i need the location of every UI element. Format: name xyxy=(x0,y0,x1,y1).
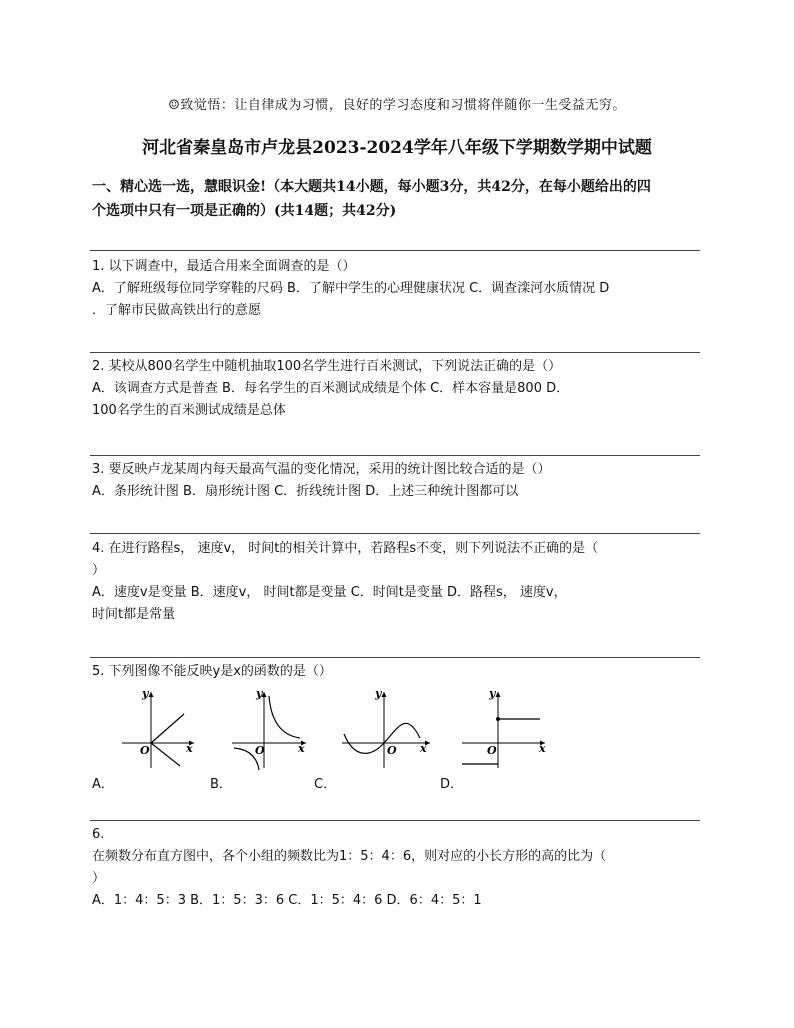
question-number: 6. xyxy=(92,827,105,842)
question-options: A．速度v是变量 B．速度v， 时间t都是变量 C．时间t是变量 D．路程s， 速度v， xyxy=(92,585,567,600)
option-c-label: C． xyxy=(314,777,337,792)
axis-label: y xyxy=(142,687,149,700)
graph-b xyxy=(228,686,310,771)
option-d-label: D． xyxy=(440,777,464,792)
divider xyxy=(90,657,700,658)
question-options: ．了解市民做高铁出行的意愿 xyxy=(92,303,262,318)
origin-label: O xyxy=(487,744,497,757)
origin-label: O xyxy=(255,744,265,757)
axis-label: y xyxy=(256,687,263,700)
origin-label: O xyxy=(140,744,150,757)
option-b-label: B． xyxy=(210,777,232,792)
motto: ☺致觉悟：让自律成为习惯，良好的学习态度和习惯将伴随你一生受益无穷。 xyxy=(168,98,626,113)
origin-label: O xyxy=(387,744,397,757)
question-options: A．了解班级每位同学穿鞋的尺码 B．了解中学生的心理健康状况 C．调查滦河水质情况 D xyxy=(92,281,610,296)
section-line: 个选项中只有一项是正确的）(共14题；共42分) xyxy=(92,203,397,219)
divider xyxy=(90,455,700,456)
question-6 xyxy=(92,824,704,912)
question-stem: 在频数分布直方图中，各个小组的频数比为1：5：4：6，则对应的小长方形的高的比为（ xyxy=(92,849,607,864)
divider xyxy=(90,533,700,534)
question-options: A．1：4：5：3 B．1：5：3：6 C．1：5：4：6 D．6：4：5：1 xyxy=(92,893,482,908)
question-4 xyxy=(92,538,704,626)
question-stem: 1. 以下调查中，最适合用来全面调查的是（） xyxy=(92,259,356,274)
page-title: 河北省秦皇岛市卢龙县2023-2024学年八年级下学期数学期中试题 xyxy=(142,138,652,158)
question-stem: 5. 下列图像不能反映y是x的函数的是（） xyxy=(92,664,332,679)
section-line: 一、精心选一选，慧眼识金!（本大题共14小题，每小题3分，共42分，在每小题给出的四 xyxy=(92,179,651,195)
question-3 xyxy=(92,459,704,503)
question-stem: ） xyxy=(92,563,106,578)
question-options: 100名学生的百米测试成绩是总体 xyxy=(92,403,286,418)
question-stem: ） xyxy=(92,871,106,886)
graph-c xyxy=(340,686,435,771)
divider xyxy=(90,820,700,821)
question-1 xyxy=(92,256,704,322)
question-stem: 3. 要反映卢龙某周内每天最高气温的变化情况，采用的统计图比较合适的是（） xyxy=(92,462,551,477)
section-heading xyxy=(92,175,712,223)
divider xyxy=(90,352,700,353)
axis-label: y xyxy=(489,687,496,700)
question-options: A．该调查方式是普查 B．每名学生的百米测试成绩是个体 C．样本容量是800 D． xyxy=(92,381,570,396)
axis-label: x xyxy=(298,742,305,755)
axis-label: x xyxy=(420,742,427,755)
divider xyxy=(90,250,700,251)
axis-label: y xyxy=(375,687,382,700)
option-a-label: A． xyxy=(92,777,114,792)
graph-a xyxy=(118,686,198,771)
graph-d xyxy=(460,686,550,771)
axis-label: x xyxy=(186,742,193,755)
axis-label: x xyxy=(539,742,546,755)
question-options: A．条形统计图 B．扇形统计图 C．折线统计图 D．上述三种统计图都可以 xyxy=(92,484,519,499)
question-stem: 4. 在进行路程s， 速度v， 时间t的相关计算中，若路程s不变，则下列说法不正确的是（ xyxy=(92,541,599,556)
question-2 xyxy=(92,356,704,422)
question-options: 时间t都是常量 xyxy=(92,607,176,622)
question-stem: 2. 某校从800名学生中随机抽取100名学生进行百米测试，下列说法正确的是（） xyxy=(92,359,562,374)
question-5 xyxy=(92,661,704,683)
